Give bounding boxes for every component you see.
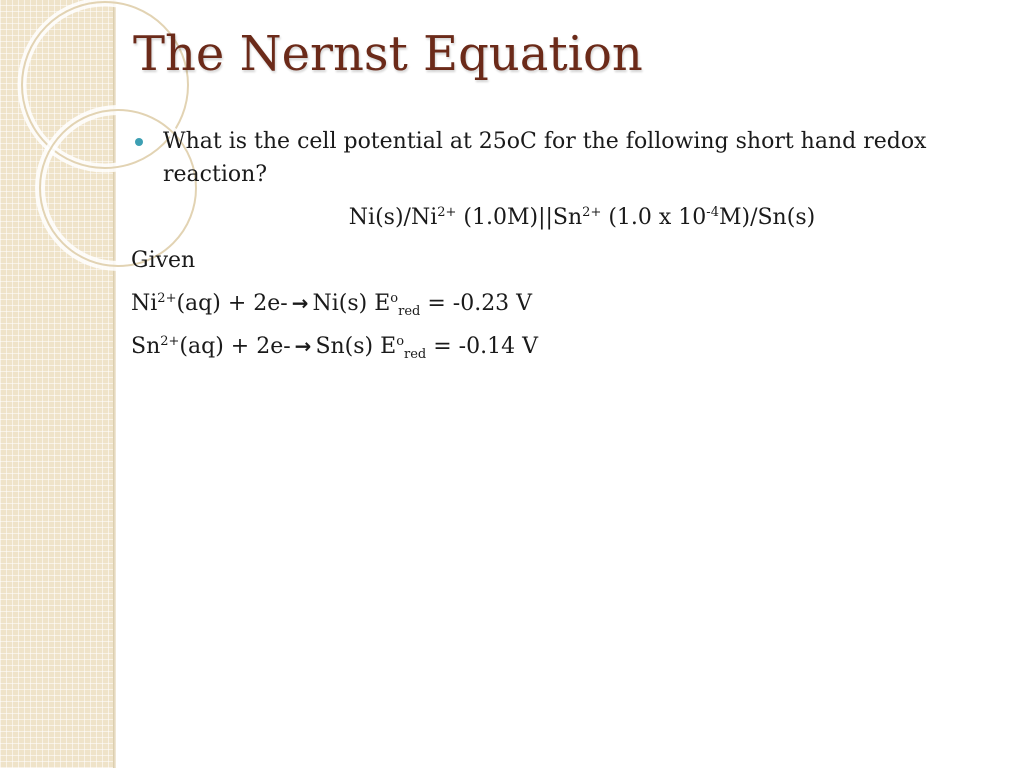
red-subscript: red: [404, 347, 427, 362]
cell-notation: [131, 201, 1001, 234]
arrow-right-icon: →: [291, 291, 309, 315]
charge-superscript: 2+: [582, 205, 602, 220]
cell-notation-part: M)/Sn(s): [718, 205, 816, 230]
half-reaction-nickel: [131, 287, 1001, 320]
exponent-superscript: -4: [706, 205, 719, 220]
product-text: Sn(s) E: [315, 334, 397, 359]
potential-value: = -0.14 V: [426, 334, 538, 359]
product-text: Ni(s) E: [312, 291, 391, 316]
degree-superscript: o: [396, 334, 405, 349]
reactant-text: (aq) + 2e-: [179, 334, 291, 359]
given-label: Given: [131, 248, 196, 273]
bullet-item: [131, 125, 1001, 191]
potential-value: = -0.23 V: [420, 291, 533, 316]
cell-notation-part: Ni(s)/Ni: [348, 205, 438, 230]
reactant-text: (aq) + 2e-: [176, 291, 288, 316]
cell-notation-part: (1.0 x 10: [601, 205, 707, 230]
bullet-dot-icon: [135, 138, 143, 146]
degree-superscript: o: [390, 291, 399, 306]
slide-content: [131, 125, 1001, 363]
arrow-right-icon: →: [294, 334, 312, 358]
species: Ni: [131, 291, 158, 316]
question-text: What is the cell potential at 25oC for the following short hand redox reaction?: [163, 129, 927, 187]
cell-notation-part: (1.0M)||Sn: [456, 205, 583, 230]
half-reaction-tin: [131, 330, 1001, 363]
slide-title: The Nernst Equation: [133, 26, 643, 82]
charge-superscript: 2+: [160, 334, 180, 349]
species: Sn: [131, 334, 161, 359]
charge-superscript: 2+: [157, 291, 177, 306]
red-subscript: red: [398, 304, 421, 319]
charge-superscript: 2+: [437, 205, 457, 220]
